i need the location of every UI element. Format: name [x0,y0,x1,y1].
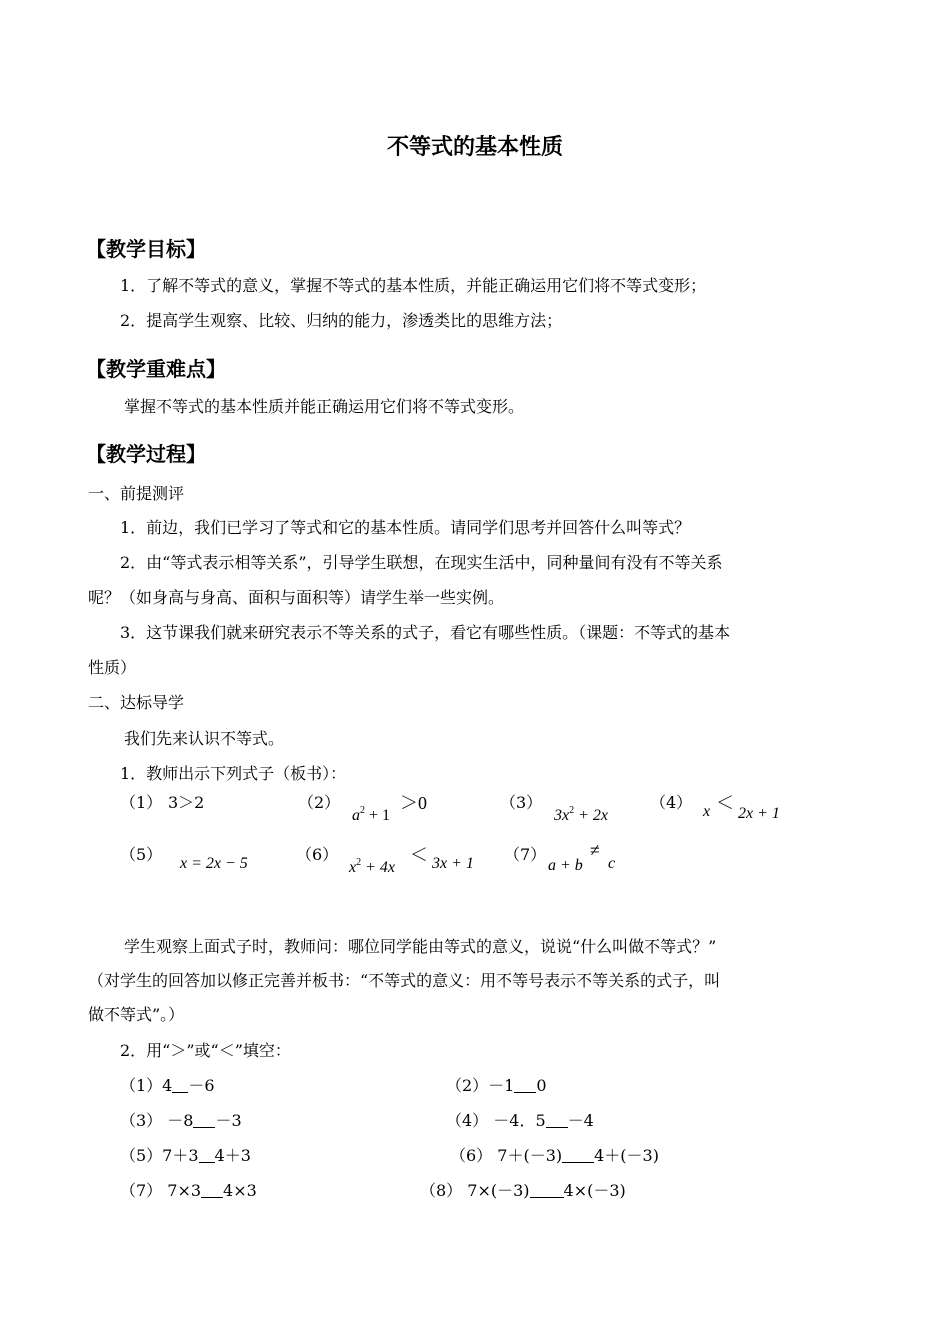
key-points-heading: 【教学重难点】 [86,357,226,381]
example-2-relation: ＞0 [400,793,427,813]
part2-label: 二、达标导学 [88,693,185,712]
example-3-number: （3） [500,793,543,812]
goal-item-2: 2．提高学生观察、比较、归纳的能力，渗透类比的思维方法； [120,311,563,330]
fill-item-2: （2）－1 0 [446,1076,547,1095]
example-6-lhs: $x^2 + 4x$ [349,857,396,876]
fill-item-1: （1）4 －6 [120,1076,215,1095]
fill-item-7: （7） 7×3 4×3 [120,1181,257,1200]
part1-p1: 1．前边，我们已学习了等式和它的基本性质。请同学们思考并回答什么叫等式？ [120,518,691,537]
fill-blank-8[interactable] [530,1183,564,1198]
fill-blank-6[interactable] [562,1148,594,1163]
example-1-number: （1） [120,793,163,812]
example-4-relation: ＜ [716,793,734,813]
example-7-rhs: c [608,855,616,872]
part2-step2: 2．用“＞”或“＜”填空： [120,1041,291,1060]
key-points-text: 掌握不等式的基本性质并能正确运用它们将不等式变形。 [124,397,525,416]
goal-item-1: 1．了解不等式的意义，掌握不等式的基本性质，并能正确运用它们将不等式变形； [120,276,707,295]
observation-line-1: 学生观察上面式子时，教师问：哪位同学能由等式的意义，说说“什么叫做不等式？” [124,937,717,956]
example-1-expr: 3＞2 [168,793,205,812]
fill-item-6: （6） 7＋(－3) 4＋(－3) [450,1146,659,1165]
example-4-number: （4） [650,793,693,812]
example-3-expr: $3x^2 + 2x$ [554,805,609,824]
fill-blank-3[interactable] [193,1113,215,1128]
example-6-rhs: 3x + 1 [432,855,474,872]
example-2-expr: $a^2 + 1$ [352,805,391,824]
part1-p3-line1: 3．这节课我们就来研究表示不等关系的式子，看它有哪些性质。（课题：不等式的基本 [120,623,731,642]
part2-intro: 我们先来认识不等式。 [124,729,285,748]
fill-item-4: （4） －4．5 －4 [446,1111,594,1130]
example-6-number: （6） [296,845,339,864]
goals-heading: 【教学目标】 [86,237,206,261]
fill-blank-5[interactable] [199,1148,215,1163]
fill-blank-4[interactable] [546,1113,568,1128]
example-5-number: （5） [120,845,163,864]
fill-item-8: （8） 7×(－3) 4×(－3) [420,1181,626,1200]
part1-p2-line2: 呢？（如身高与身高、面积与面积等）请学生举一些实例。 [88,588,505,607]
example-6-relation: ＜ [410,845,428,865]
example-7-number: （7） [504,845,547,864]
fill-blank-2[interactable] [514,1078,536,1093]
observation-line-3: 做不等式”。） [88,1005,185,1024]
part1-p3-line2: 性质） [88,658,137,677]
example-7-lhs: a + b [548,857,583,874]
fill-blank-7[interactable] [201,1183,223,1198]
page-title: 不等式的基本性质 [386,135,563,160]
example-5-expr: x = 2x − 5 [180,855,248,872]
fill-item-3: （3） －8 －3 [120,1111,242,1130]
part1-label: 一、前提测评 [88,484,185,503]
example-7-relation: ≠ [590,840,600,860]
example-4-lhs: x [703,803,711,820]
part2-step1: 1．教师出示下列式子（板书）： [120,764,347,783]
example-4-rhs: 2x + 1 [738,805,780,822]
fill-item-5: （5）7＋3 4＋3 [120,1146,251,1165]
example-2-number: （2） [298,793,341,812]
observation-line-2: （对学生的回答加以修正完善并板书：“不等式的意义：用不等号表示不等关系的式子，叫 [88,971,721,990]
process-heading: 【教学过程】 [86,442,206,466]
fill-blank-1[interactable] [172,1078,188,1093]
part1-p2-line1: 2．由“等式表示相等关系”，引导学生联想，在现实生活中，同种量间有没有不等关系 [120,553,723,572]
